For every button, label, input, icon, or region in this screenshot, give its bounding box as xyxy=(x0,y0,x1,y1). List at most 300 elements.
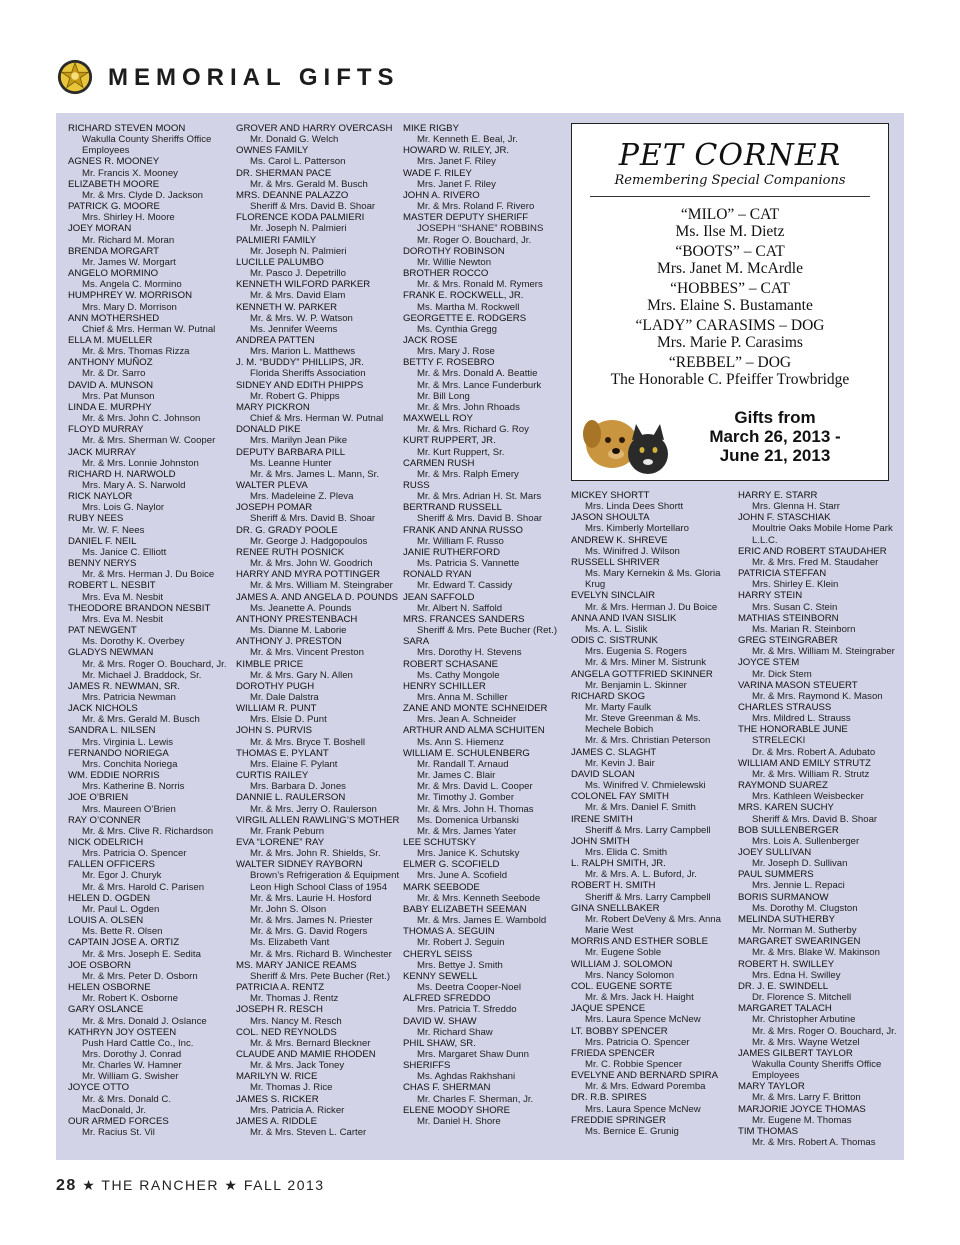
gifts-line-2: March 26, 2013 - xyxy=(709,427,841,446)
pet-corner-entries xyxy=(572,207,888,388)
honoree-name: KENNETH WILFORD PARKER xyxy=(236,279,371,291)
donor-name: Mrs. Lois A. Sullenberger xyxy=(752,835,860,847)
honoree-name: RICHARD SKOG xyxy=(571,690,646,702)
honoree-name: EVA “LORENE” RAY xyxy=(236,837,325,848)
donor-name: Mr. & Mrs. Donald C. xyxy=(82,1093,172,1105)
honoree-name: VIRGIL ALLEN RAWLING’S MOTHER xyxy=(236,814,400,826)
honoree-name: KIMBLE PRICE xyxy=(236,658,304,670)
donor-name: Mr. & Mrs. David Elam xyxy=(250,290,346,302)
honoree-name: ANNA AND IVAN SISLIK xyxy=(571,612,677,624)
donor-name: Mr. & Mrs. James E. Wambold xyxy=(417,915,547,927)
honoree-name: SARA xyxy=(403,636,430,648)
honoree-name: JAMES C. SLAGHT xyxy=(571,746,657,758)
honoree-name: HELEN OSBORNE xyxy=(68,982,151,994)
honoree-name: WALTER SIDNEY RAYBORN xyxy=(236,859,363,871)
donor-name: Mr. & Mrs. Laurie H. Hosford xyxy=(250,892,372,904)
donor-name: Mrs. Madeleine Z. Pleva xyxy=(250,491,354,503)
honoree-name: ANDREW K. SHREVE xyxy=(571,534,668,546)
honoree-name: JAMES A. RIDDLE xyxy=(236,1115,318,1127)
donor-name: Mrs. Shirley H. Moore xyxy=(82,212,175,224)
donor-name: Ms. Janice C. Elliott xyxy=(82,546,167,558)
donor-name: Mr. & Dr. Sarro xyxy=(82,368,146,380)
donor-name: Ms. A. L. Sislik xyxy=(585,623,648,635)
donor-name: Ms. Angela C. Mormino xyxy=(82,279,182,291)
donor-name: Mrs. Janet F. Riley xyxy=(417,178,496,190)
honoree-name: JOYCE OTTO xyxy=(68,1082,130,1094)
donor-name: Mrs. Mary A. S. Narwold xyxy=(82,480,186,491)
donor-name: Mrs. Mildred L. Strauss xyxy=(752,713,851,725)
honoree-name: JOE OSBORN xyxy=(68,959,131,971)
donor-name: Mrs. Eva M. Nesbit xyxy=(82,613,164,625)
honoree-name: THEODORE BRANDON NESBIT xyxy=(68,602,211,614)
donor-name: Mr. Racius St. Vil xyxy=(82,1127,155,1139)
donor-name: Mr. & Mrs. Lance Funderburk xyxy=(417,379,542,391)
gifts-date-range xyxy=(670,408,880,465)
honoree-name: COLONEL FAY SMITH xyxy=(571,791,669,803)
donor-name: Mrs. Kimberly Mortellaro xyxy=(585,523,689,535)
honoree-name: RUSSELL SHRIVER xyxy=(571,556,660,568)
donor-name: Mr. & Mrs. Wayne Wetzel xyxy=(752,1036,860,1048)
donor-name: Mr. Kevin J. Bair xyxy=(585,757,655,769)
honoree-name: ANGELA GOTTFRIED SKINNER xyxy=(571,668,713,680)
donor-name: Mrs. Kathleen Weisbecker xyxy=(752,791,864,803)
honoree-name: WILLIAM AND EMILY STRUTZ xyxy=(738,757,871,769)
pet-entry xyxy=(572,207,888,240)
honoree-name: JEAN SAFFOLD xyxy=(403,591,475,603)
pet-name: “LADY” CARASIMS – DOG xyxy=(635,317,825,334)
page-number: 28 xyxy=(56,1177,77,1194)
honoree-name: JOYCE STEM xyxy=(738,657,800,669)
donor-name: Chief & Mrs. Herman W. Putnal xyxy=(250,413,384,425)
honoree-name: JACK NICHOLS xyxy=(68,703,138,715)
donor-name: Mr. & Mrs. Fred M. Staudaher xyxy=(752,556,879,568)
honoree-name: MRS. FRANCES SANDERS xyxy=(403,613,525,625)
honoree-name: ANGELO MORMINO xyxy=(68,268,159,280)
donor-name: Mr. Kurt Ruppert, Sr. xyxy=(417,446,505,458)
honoree-name: DR. SHERMAN PACE xyxy=(236,167,332,179)
donor-name: Mechele Bobich xyxy=(585,724,654,736)
footer-star-icon-2: ★ xyxy=(224,1177,239,1193)
honoree-name: ALFRED SFREDDO xyxy=(403,993,491,1005)
honoree-name: IRENE SMITH xyxy=(571,813,633,825)
honoree-name: RONALD RYAN xyxy=(403,569,472,581)
honoree-name: MARK SEEBODE xyxy=(403,881,480,893)
donor-name: Mr. & Mrs. Robert A. Thomas xyxy=(752,1137,876,1149)
donor-name: Mr. Egor J. Churyk xyxy=(82,870,162,882)
honoree-name: FALLEN OFFICERS xyxy=(68,859,155,871)
donor-name: Ms. Ann S. Hiemenz xyxy=(417,736,504,748)
donor-name: Mr. Albert N. Saffold xyxy=(417,602,503,614)
donor-name: Mr. Francis X. Mooney xyxy=(82,167,178,179)
honoree-name: ANN MOTHERSHED xyxy=(68,312,160,324)
donor-name: Mr. James C. Blair xyxy=(417,770,496,782)
donor-name: Ms. Aghdas Rakhshani xyxy=(417,1071,516,1083)
donor-name: Mrs. Glenna H. Starr xyxy=(752,501,840,513)
donor-name: Mr. & Mrs. Jack H. Haight xyxy=(585,992,694,1004)
donor-name: Mr. Eugene Soble xyxy=(585,947,662,959)
donor-name: Sheriff & Mrs. Pete Bucher (Ret.) xyxy=(250,970,391,982)
honoree-name: JOHN F. STASCHIAK xyxy=(738,512,831,524)
honoree-name: JOHN A. RIVERO xyxy=(403,189,480,201)
donor-name: Mr. & Mrs. William M. Steingraber xyxy=(752,646,895,658)
honoree-name: DANIEL F. NEIL xyxy=(68,535,137,547)
donor-name: Mr. & Mrs. Richard G. Roy xyxy=(417,424,529,436)
donor-name: Sheriff & Mrs. Larry Campbell xyxy=(585,824,711,836)
donor-name: Sheriff & Mrs. Pete Bucher (Ret.) xyxy=(417,625,558,637)
donor-name: Mr. & Mrs. John Rhoads xyxy=(417,401,520,413)
donor-name: Mr. Donald G. Welch xyxy=(250,134,339,146)
memorial-column-2 xyxy=(236,123,399,1138)
honoree-name: VARINA MASON STEUERT xyxy=(738,679,858,691)
honoree-name: JACK MURRAY xyxy=(68,446,137,458)
honoree-name: DAVID W. SHAW xyxy=(403,1015,477,1027)
pet-donor: Mrs. Marie P. Carasims xyxy=(657,333,803,351)
donor-name: Mrs. Elaine F. Pylant xyxy=(250,758,338,770)
honoree-name: RICHARD STEVEN MOON xyxy=(68,123,186,134)
donor-name: Ms. Elizabeth Vant xyxy=(250,937,330,949)
honoree-name: OUR ARMED FORCES xyxy=(68,1115,169,1127)
pet-donor: Mrs. Janet M. McArdle xyxy=(657,259,803,277)
donor-name: Marie West xyxy=(585,925,634,937)
donor-name: Ms. Mary Kernekin & Ms. Gloria xyxy=(585,568,721,580)
honoree-name: NICK ODELRICH xyxy=(68,837,144,848)
honoree-name: PALMIERI FAMILY xyxy=(236,234,317,246)
honoree-name: LEE SCHUTSKY xyxy=(403,837,477,848)
donor-name: Mr. & Mrs. Raymond K. Mason xyxy=(752,690,883,702)
donor-name: Mr. Timothy J. Gomber xyxy=(417,792,515,804)
honoree-name: DR. G. GRADY POOLE xyxy=(236,524,338,536)
donor-name: Mr. Norman M. Sutherby xyxy=(752,925,857,937)
donor-name: Mr. & Mrs. John W. Goodrich xyxy=(250,558,373,570)
honoree-name: GLADYS NEWMAN xyxy=(68,647,154,659)
donor-name: Mr. & Mrs. Ronald M. Rymers xyxy=(417,279,543,291)
donor-name: Mr. & Mrs. Harold C. Parisen xyxy=(82,881,205,893)
honoree-name: LOUIS A. OLSEN xyxy=(68,915,144,927)
pet-entry xyxy=(572,281,888,314)
donor-name: Sheriff & Mrs. David B. Shoar xyxy=(417,513,543,525)
honoree-name: MS. MARY JANICE REAMS xyxy=(236,959,357,971)
donor-name: Ms. Dianne M. Laborie xyxy=(250,625,347,637)
donor-name: Mrs. Mary D. Morrison xyxy=(82,301,177,313)
donor-name: Mr. William G. Swisher xyxy=(82,1071,179,1083)
honoree-name: BRENDA MORGART xyxy=(68,245,159,257)
honoree-name: ANTHONY PRESTENBACH xyxy=(236,613,358,625)
honoree-name: PAT NEWGENT xyxy=(68,625,137,637)
honoree-name: JANIE RUTHERFORD xyxy=(403,546,501,558)
honoree-name: THOMAS A. SEGUIN xyxy=(403,926,495,938)
honoree-name: FRIEDA SPENCER xyxy=(571,1047,655,1059)
donor-name: Sheriff & Mrs. David B. Shoar xyxy=(752,813,878,825)
honoree-name: MELINDA SUTHERBY xyxy=(738,913,836,925)
pet-corner-title: PET CORNER xyxy=(618,138,842,173)
honoree-name: ANDREA PATTEN xyxy=(236,334,315,346)
honoree-name: MARILYN W. RICE xyxy=(236,1071,318,1083)
issue-date: FALL 2013 xyxy=(243,1177,325,1193)
donor-name: Ms. Domenica Urbanski xyxy=(417,814,519,826)
donor-name: Mr. George J. Hadgopoulos xyxy=(250,535,368,547)
donor-name: STRELECKI xyxy=(752,735,806,747)
honoree-name: PATRICIA STEFFAN xyxy=(738,568,827,580)
donor-name: Mr. Frank Peburn xyxy=(250,825,325,837)
donor-name: Mr. & Mrs. Edward Poremba xyxy=(585,1081,706,1093)
honoree-name: WILLIAM J. SOLOMON xyxy=(571,958,673,970)
honoree-name: JAMES A. AND ANGELA D. POUNDS xyxy=(236,591,399,603)
memorial-column-5 xyxy=(738,490,896,1148)
donor-name: Mrs. Nancy Solomon xyxy=(585,969,675,981)
honoree-name: HENRY SCHILLER xyxy=(403,680,486,692)
honoree-name: MICKEY SHORTT xyxy=(571,490,650,501)
honoree-name: BOB SULLENBERGER xyxy=(738,824,839,836)
donor-name: Mr. Paul L. Ogden xyxy=(82,903,160,915)
honoree-name: COL. NED REYNOLDS xyxy=(236,1026,337,1038)
honoree-name: ERIC AND ROBERT STAUDAHER xyxy=(738,545,887,557)
donor-name: Mr. Robert K. Osborne xyxy=(82,993,178,1005)
donor-name: Mr. & Mrs. William R. Strutz xyxy=(752,768,870,780)
honoree-name: HARRY STEIN xyxy=(738,590,803,602)
donor-name: Push Hard Cattle Co., Inc. xyxy=(82,1037,194,1049)
donor-name: Dr. Florence S. Mitchell xyxy=(752,992,852,1004)
donor-name: Mr. & Mrs. Clive R. Richardson xyxy=(82,825,214,837)
honoree-name: RUBY NEES xyxy=(68,513,124,525)
donor-name: Mrs. Shirley E. Klein xyxy=(752,579,839,591)
honoree-name: PAUL SUMMERS xyxy=(738,869,814,881)
honoree-name: DONALD PIKE xyxy=(236,424,301,436)
donor-name: Mr. & Mrs. Lonnie Johnston xyxy=(82,457,199,469)
donor-name: Mr. & Mrs. Steven L. Carter xyxy=(250,1127,367,1139)
donor-name: Mrs. Linda Dees Shortt xyxy=(585,501,684,513)
donor-name: Ms. Dorothy M. Clugston xyxy=(752,902,858,914)
honoree-name: LT. BOBBY SPENCER xyxy=(571,1025,668,1037)
donor-name: Mrs. Marion L. Matthews xyxy=(250,346,356,358)
donor-name: Mrs. Marilyn Jean Pike xyxy=(250,435,348,447)
honoree-name: EVELYNE AND BERNARD SPIRA xyxy=(571,1070,718,1082)
honoree-name: HUMPHREY W. MORRISON xyxy=(68,290,193,302)
donor-name: Mrs. Jennie L. Repaci xyxy=(752,880,845,892)
donor-name: Mr. Randall T. Arnaud xyxy=(417,758,509,770)
honoree-name: BETTY F. ROSEBRO xyxy=(403,357,495,369)
honoree-name: JAMES R. NEWMAN, SR. xyxy=(68,680,180,692)
donor-name: Ms. Bernice E. Grunig xyxy=(585,1125,679,1137)
honoree-name: ELLA M. MUELLER xyxy=(68,334,153,346)
donor-name: Mr. & Mrs. Roger O. Bouchard, Jr. xyxy=(82,658,227,670)
honoree-name: JOEY MORAN xyxy=(68,223,132,235)
publication-name: THE RANCHER xyxy=(101,1177,220,1193)
honoree-name: CURTIS RAILEY xyxy=(236,770,309,782)
honoree-name: CAPTAIN JOSE A. ORTIZ xyxy=(68,937,180,949)
honoree-name: RUSS xyxy=(403,480,430,491)
honoree-name: JACK ROSE xyxy=(403,334,458,346)
honoree-name: DOROTHY ROBINSON xyxy=(403,245,505,257)
donor-name: Ms. Jennifer Weems xyxy=(250,323,338,335)
honoree-name: DOROTHY PUGH xyxy=(236,680,315,692)
donor-name: L.L.C. xyxy=(752,534,778,546)
donor-name: Mr. & Mrs. Miner M. Sistrunk xyxy=(585,657,706,669)
donor-name: Mr. & Mrs. Gerald M. Busch xyxy=(82,714,200,726)
donor-name: Mr. Eugene M. Thomas xyxy=(752,1114,852,1126)
donor-name: Mr. & Mrs. G. David Rogers xyxy=(250,926,368,938)
honoree-name: ZANE AND MONTE SCHNEIDER xyxy=(403,703,548,715)
honoree-name: KENNETH W. PARKER xyxy=(236,301,338,313)
pet-donor: The Honorable C. Pfeiffer Trowbridge xyxy=(610,370,850,388)
honoree-name: BERTRAND RUSSELL xyxy=(403,502,502,514)
donor-name: Mrs. Patricia O. Spencer xyxy=(585,1036,690,1048)
donor-name: Mr. Willie Newton xyxy=(417,256,492,268)
donor-name: Mr. & Mrs. Ralph Emery xyxy=(417,468,519,480)
pet-corner-subtitle: Remembering Special Companions xyxy=(614,173,846,188)
honoree-name: WILLIAM R. PUNT xyxy=(236,703,317,715)
honoree-name: DAVID A. MUNSON xyxy=(68,379,154,391)
donor-name: Moultrie Oaks Mobile Home Park xyxy=(752,523,893,535)
pet-entry xyxy=(572,318,888,351)
honoree-name: BENNY NERYS xyxy=(68,558,137,570)
page-header xyxy=(56,58,916,98)
honoree-name: JASON SHOULTA xyxy=(571,512,650,524)
honoree-name: FERNANDO NORIEGA xyxy=(68,747,169,759)
donor-name: Employees xyxy=(752,1070,800,1082)
donor-name: Mr. C. Robbie Spencer xyxy=(585,1058,683,1070)
donor-name: Ms. Jeanette A. Pounds xyxy=(250,602,352,614)
donor-name: Mr. & Mrs. Larry F. Britton xyxy=(752,1092,861,1104)
donor-name: Ms. Bette R. Olsen xyxy=(82,926,163,938)
donor-name: Mrs. Patricia Newman xyxy=(82,691,176,703)
page-footer xyxy=(56,1177,325,1195)
honoree-name: FRANK AND ANNA RUSSO xyxy=(403,524,523,536)
donor-name: Mr. Kenneth E. Beal, Jr. xyxy=(417,134,518,146)
honoree-name: HARRY E. STARR xyxy=(738,490,818,501)
donor-name: Mr. & Mrs. A. L. Buford, Jr. xyxy=(585,869,697,881)
honoree-name: AGNES R. MOONEY xyxy=(68,156,160,168)
honoree-name: DR. J. E. SWINDELL xyxy=(738,980,829,992)
donor-name: Mr. & Mrs. Christian Peterson xyxy=(585,735,711,747)
honoree-name: ARTHUR AND ALMA SCHUITEN xyxy=(403,725,545,737)
honoree-name: JAMES S. RICKER xyxy=(236,1093,319,1105)
donor-name: Mr. & Mrs. Daniel F. Smith xyxy=(585,802,696,814)
donor-name: Mrs. Patricia O. Spencer xyxy=(82,848,187,860)
honoree-name: BROTHER ROCCO xyxy=(403,268,489,280)
pet-corner-divider xyxy=(590,196,870,197)
donor-name: Ms. Patricia S. Vannette xyxy=(417,558,520,570)
donor-name: Mr. Richard Shaw xyxy=(417,1026,493,1038)
donor-name: Ms. Dorothy K. Overbey xyxy=(82,636,185,648)
honoree-name: JOHN S. PURVIS xyxy=(236,725,313,737)
honoree-name: ROBERT H. SMITH xyxy=(571,880,656,892)
donor-name: Mrs. Conchita Noriega xyxy=(82,758,178,770)
honoree-name: MRS. KAREN SUCHY xyxy=(738,802,834,814)
memorial-column-1 xyxy=(68,123,226,1138)
honoree-name: PATRICIA A. RENTZ xyxy=(236,982,325,994)
donor-name: Mr. Edward T. Cassidy xyxy=(417,580,513,592)
honoree-name: RICHARD H. NARWOLD xyxy=(68,468,176,480)
honoree-name: OWNES FAMILY xyxy=(236,145,309,157)
donor-name: Mr. & Mrs. James N. Priester xyxy=(250,915,373,927)
honoree-name: MARJORIE JOYCE THOMAS xyxy=(738,1103,866,1115)
donor-name: Leon High School Class of 1954 xyxy=(250,881,388,893)
donor-name: Mrs. Mary J. Rose xyxy=(417,346,495,358)
donor-name: Mrs. Maureen O’Brien xyxy=(82,803,176,815)
donor-name: Mrs. Janice K. Schutsky xyxy=(417,848,520,860)
honoree-name: SANDRA L. NILSEN xyxy=(68,725,156,737)
donor-name: Mr. Joseph N. Palmieri xyxy=(250,245,347,257)
honoree-name: L. RALPH SMITH, JR. xyxy=(571,858,666,870)
donor-name: Mr. Benjamin L. Skinner xyxy=(585,679,687,691)
honoree-name: CHAS F. SHERMAN xyxy=(403,1082,491,1094)
donor-name: Ms. Leanne Hunter xyxy=(250,457,332,469)
honoree-name: DEPUTY BARBARA PILL xyxy=(236,446,346,458)
honoree-name: DAVID SLOAN xyxy=(571,768,635,780)
pet-corner-footer xyxy=(578,402,878,476)
donor-name: Mrs. Nancy M. Resch xyxy=(250,1015,342,1027)
honoree-name: MARY TAYLOR xyxy=(738,1081,805,1093)
donor-name: Mr. & Mrs. Richard B. Winchester xyxy=(250,948,392,960)
pet-name: “HOBBES” – CAT xyxy=(670,280,790,297)
honoree-name: CLAUDE AND MAMIE RHODEN xyxy=(236,1048,376,1060)
donor-name: Mrs. Laura Spence McNew xyxy=(585,1014,701,1026)
donor-name: Mr. & Mrs. John H. Thomas xyxy=(417,803,534,815)
honoree-name: FLORENCE KODA PALMIERI xyxy=(236,212,365,224)
donor-name: Mr. Joseph D. Sullivan xyxy=(752,858,848,870)
donor-name: Ms. Martha M. Rockwell xyxy=(417,301,520,313)
pet-donor: Mrs. Elaine S. Bustamante xyxy=(647,296,813,314)
donor-name: Mrs. Margaret Shaw Dunn xyxy=(417,1048,529,1060)
donor-name: Wakulla County Sheriffs Office xyxy=(82,134,212,146)
donor-name: Mr. & Mrs. Bernard Bleckner xyxy=(250,1037,371,1049)
honoree-name: JOSEPH R. RESCH xyxy=(236,1004,323,1016)
honoree-name: MIKE RIGBY xyxy=(403,123,459,134)
donor-name: Mrs. Susan C. Stein xyxy=(752,601,838,613)
honoree-name: GARY OSLANCE xyxy=(68,1004,144,1016)
honoree-name: MORRIS AND ESTHER SOBLE xyxy=(571,936,709,948)
donor-name: Mr. & Mrs. John C. Johnson xyxy=(82,413,201,425)
donor-name: Mr. & Mrs. Roger O. Bouchard, Jr. xyxy=(752,1025,897,1037)
donor-name: Ms. Deetra Cooper-Noel xyxy=(417,982,521,994)
donor-name: Mr. & Mrs. Joseph E. Sedita xyxy=(82,948,201,960)
honoree-name: MARY PICKRON xyxy=(236,401,310,413)
honoree-name: THOMAS E. PYLANT xyxy=(236,747,329,759)
honoree-name: COL. EUGENE SORTE xyxy=(571,980,673,992)
honoree-name: MARGARET TALACH xyxy=(738,1003,832,1015)
pet-corner-box xyxy=(571,123,889,481)
donor-name: Mrs. Pat Munson xyxy=(82,390,155,402)
honoree-name: MARGARET SWEARINGEN xyxy=(738,936,861,948)
honoree-name: CHARLES STRAUSS xyxy=(738,701,832,713)
donor-name: Mr. & Mrs. Donald A. Beattie xyxy=(417,368,538,380)
donor-name: Mrs. Elida C. Smith xyxy=(585,847,668,858)
honoree-name: JOSEPH POMAR xyxy=(236,502,313,514)
donor-name: Mr. & Mrs. Thomas Rizza xyxy=(82,346,190,358)
donor-name: Mr. & Mrs. Jerry O. Raulerson xyxy=(250,803,377,815)
donor-name: MacDonald, Jr. xyxy=(82,1104,146,1116)
honoree-name: MRS. DEANNE PALAZZO xyxy=(236,189,349,201)
donor-name: Mr. Pasco J. Depetrillo xyxy=(250,268,346,280)
honoree-name: SHERIFFS xyxy=(403,1060,451,1072)
donor-name: Mrs. Barbara D. Jones xyxy=(250,781,346,793)
donor-name: Mrs. Lois G. Naylor xyxy=(82,502,165,514)
pet-name: “BOOTS” – CAT xyxy=(675,243,785,260)
honoree-name: MAXWELL ROY xyxy=(403,413,474,425)
honoree-name: MASTER DEPUTY SHERIFF xyxy=(403,212,529,224)
donor-name: Mr. & Mrs. James L. Mann, Sr. xyxy=(250,468,380,480)
honoree-name: JOE O’BRIEN xyxy=(68,792,129,804)
donor-name: Mr. & Mrs. Kenneth Seebode xyxy=(417,892,541,904)
honoree-name: JOHN SMITH xyxy=(571,835,630,847)
donor-name: Mr. Joseph N. Palmieri xyxy=(250,223,347,235)
pet-donor: Ms. Ilse M. Dietz xyxy=(675,222,785,240)
honoree-name: J. M. “BUDDY” PHILLIPS, JR. xyxy=(236,357,364,369)
donor-name: Sheriff & Mrs. Larry Campbell xyxy=(585,891,711,903)
honoree-name: FRANK E. ROCKWELL, JR. xyxy=(403,290,524,302)
honoree-name: WM. EDDIE NORRIS xyxy=(68,770,160,782)
donor-name: Mr. Charles F. Sherman, Jr. xyxy=(417,1093,534,1105)
